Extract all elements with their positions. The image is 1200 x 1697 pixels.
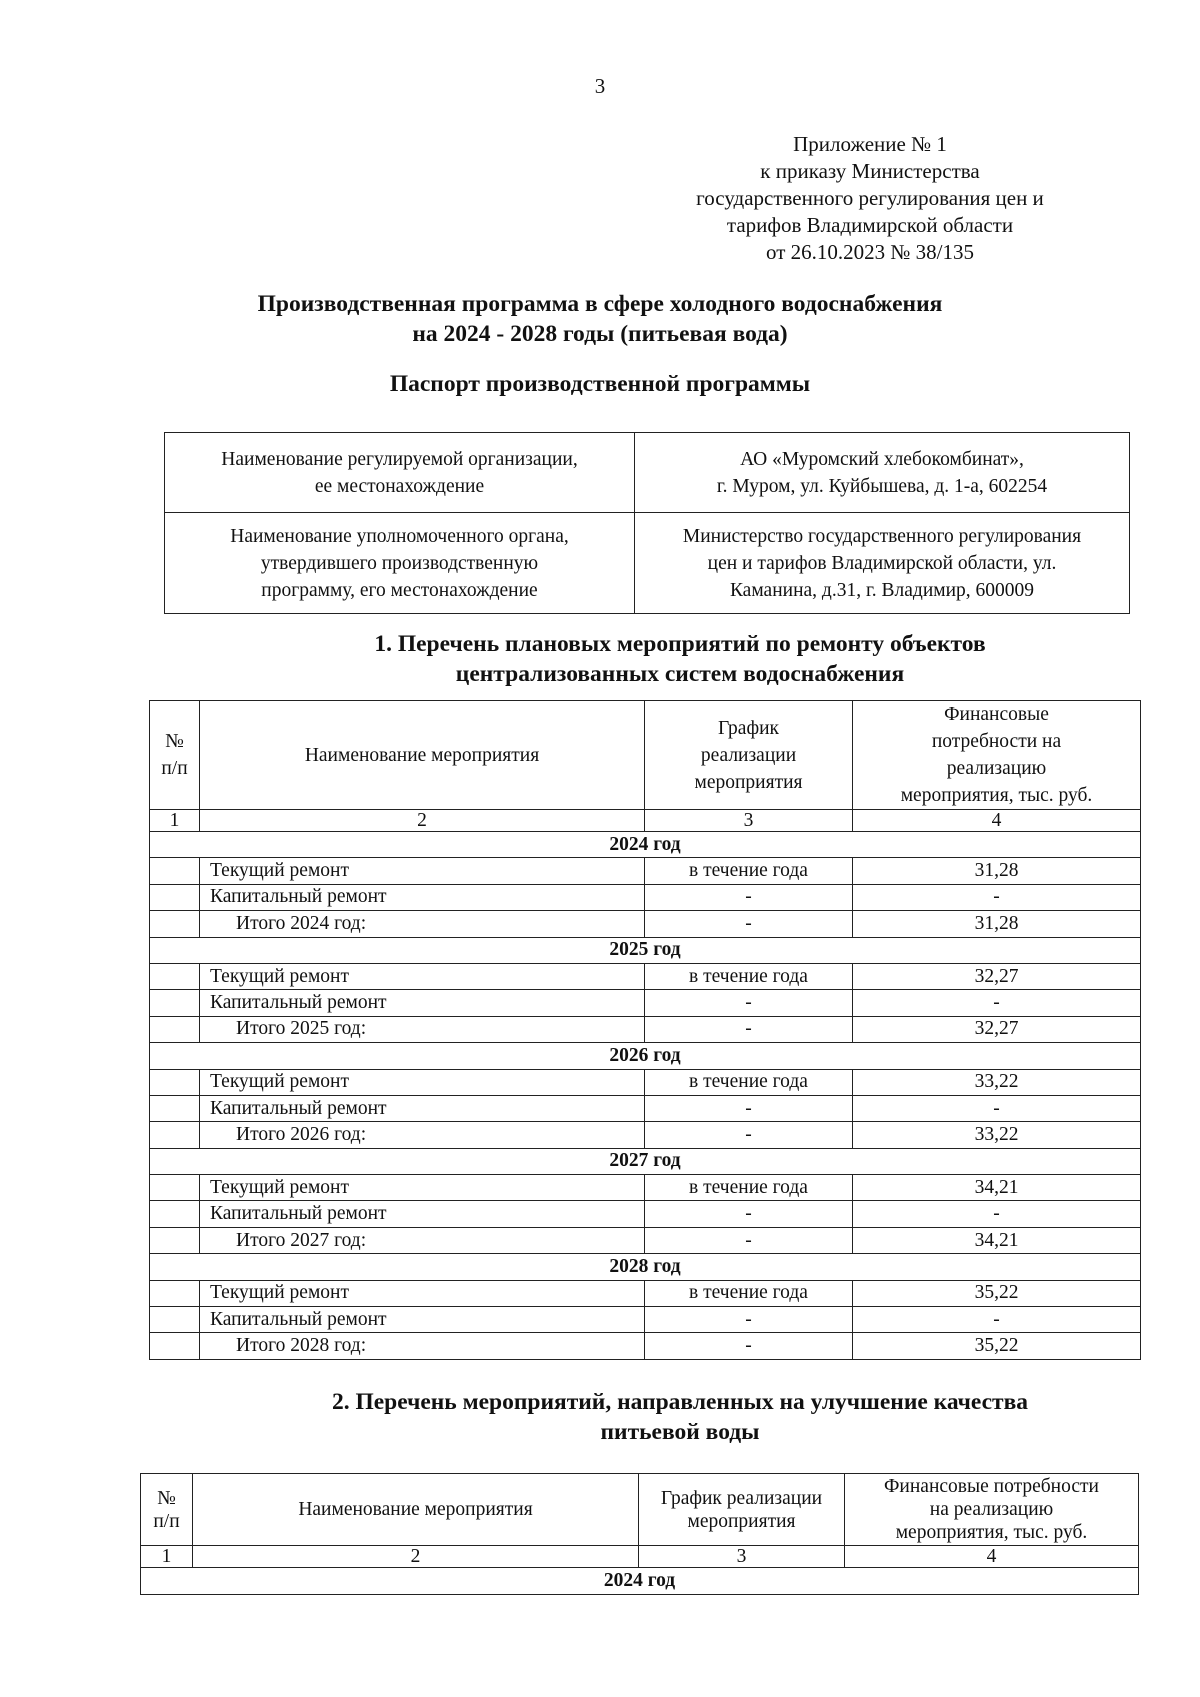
cell-value: 33,22	[853, 1069, 1141, 1095]
cell-schedule: в течение года	[645, 963, 853, 989]
column-number: 2	[193, 1546, 639, 1568]
cell-name: Текущий ремонт	[200, 1175, 645, 1201]
header-schedule	[639, 1474, 845, 1546]
cell-name: Итого 2025 год:	[200, 1016, 645, 1042]
header-num-line: п/п	[161, 758, 188, 779]
section2-heading	[80, 1387, 1200, 1447]
column-number: 3	[645, 810, 853, 832]
table-row	[150, 1122, 1141, 1148]
header-schedule-line: мероприятия	[687, 1510, 796, 1532]
cell-schedule: в течение года	[645, 858, 853, 884]
year-row	[141, 1568, 1139, 1595]
header-num	[150, 701, 200, 810]
passport-value-line: г. Муром, ул. Куйбышева, д. 1-а, 602254	[716, 475, 1048, 497]
passport-label-line: Наименование регулируемой организации,	[221, 448, 578, 470]
cell-schedule: в течение года	[645, 1280, 853, 1306]
cell-schedule: -	[645, 1333, 853, 1359]
section2-heading-line: 2. Перечень мероприятий, направленных на улучшение качества	[331, 1389, 1029, 1415]
table-row	[150, 1227, 1141, 1253]
passport-label	[165, 433, 635, 513]
appendix-line: тарифов Владимирской области	[726, 213, 1014, 237]
cell-value: 35,22	[853, 1280, 1141, 1306]
year-row	[150, 1148, 1141, 1174]
table-row	[150, 1307, 1141, 1333]
cell-value: -	[853, 884, 1141, 910]
cell-num	[150, 1069, 200, 1095]
table-row	[150, 1069, 1141, 1095]
cell-name: Итого 2026 год:	[200, 1122, 645, 1148]
cell-num	[150, 963, 200, 989]
header-finance-line: Финансовые	[944, 704, 1049, 725]
header-schedule	[645, 701, 853, 810]
cell-name: Капитальный ремонт	[200, 1095, 645, 1121]
header-num-line: №	[165, 731, 184, 752]
cell-value: 31,28	[853, 911, 1141, 937]
cell-value: 32,27	[853, 963, 1141, 989]
table-row	[150, 1333, 1141, 1359]
cell-schedule: -	[645, 884, 853, 910]
year-row	[150, 1254, 1141, 1280]
appendix-note	[660, 131, 1080, 266]
table-row	[150, 1175, 1141, 1201]
header-schedule-line: График	[718, 717, 779, 739]
header-name: Наименование мероприятия	[193, 1474, 639, 1546]
cell-name: Текущий ремонт	[200, 1069, 645, 1095]
passport-value-line: цен и тарифов Владимирской области, ул.	[707, 552, 1057, 574]
passport-label-line: ее местонахождение	[314, 475, 485, 497]
passport-heading-text: Паспорт производственной программы	[389, 371, 811, 397]
passport-value	[635, 433, 1130, 513]
passport-label	[165, 513, 635, 614]
header-schedule-line: мероприятия	[694, 771, 803, 793]
year-label: 2026 год	[150, 1043, 1141, 1069]
column-number-row	[150, 810, 1141, 832]
cell-schedule: -	[645, 911, 853, 937]
passport-heading	[0, 369, 1200, 399]
cell-num	[150, 1280, 200, 1306]
section1-heading-line: централизованных систем водоснабжения	[455, 661, 905, 687]
cell-name: Текущий ремонт	[200, 963, 645, 989]
appendix-line: Приложение № 1	[793, 132, 947, 156]
year-label: 2025 год	[150, 937, 1141, 963]
table-row	[150, 911, 1141, 937]
table-header-row	[141, 1474, 1139, 1546]
table-row	[150, 990, 1141, 1016]
column-number: 1	[150, 810, 200, 832]
cell-value: 35,22	[853, 1333, 1141, 1359]
cell-value: 34,21	[853, 1227, 1141, 1253]
column-number: 3	[639, 1546, 845, 1568]
passport-row	[165, 513, 1130, 614]
section1-heading-line: 1. Перечень плановых мероприятий по ремонту объектов	[374, 631, 986, 657]
cell-name: Итого 2024 год:	[200, 911, 645, 937]
page-number: 3	[594, 74, 606, 98]
cell-name: Капитальный ремонт	[200, 1201, 645, 1227]
cell-value: 31,28	[853, 858, 1141, 884]
cell-num	[150, 1095, 200, 1121]
cell-schedule: -	[645, 1201, 853, 1227]
cell-schedule: в течение года	[645, 1069, 853, 1095]
passport-table	[164, 432, 1130, 614]
passport-value-line: АО «Муромский хлебокомбинат»,	[740, 448, 1024, 470]
header-schedule-line: График реализации	[660, 1487, 823, 1509]
year-row	[150, 937, 1141, 963]
header-num-line: №	[157, 1487, 176, 1509]
appendix-line: к приказу Министерства	[760, 159, 980, 183]
header-finance-line: реализацию	[946, 758, 1047, 779]
cell-num	[150, 911, 200, 937]
header-finance-line: на реализацию	[929, 1499, 1054, 1520]
cell-num	[150, 1307, 200, 1333]
cell-value: -	[853, 1095, 1141, 1121]
cell-value: -	[853, 1201, 1141, 1227]
cell-num	[150, 858, 200, 884]
cell-value: 32,27	[853, 1016, 1141, 1042]
cell-num	[150, 990, 200, 1016]
cell-value: -	[853, 1307, 1141, 1333]
cell-num	[150, 1201, 200, 1227]
cell-name: Текущий ремонт	[200, 858, 645, 884]
header-num-line: п/п	[153, 1510, 180, 1532]
header-finance	[845, 1474, 1139, 1546]
document-title-line: Производственная программа в сфере холодного водоснабжения	[257, 291, 943, 317]
appendix-line: государственного регулирования цен и	[696, 186, 1044, 210]
cell-num	[150, 884, 200, 910]
cell-schedule: -	[645, 1016, 853, 1042]
document-title-line: на 2024 - 2028 годы (питьевая вода)	[412, 321, 788, 347]
cell-value: 33,22	[853, 1122, 1141, 1148]
year-label: 2027 год	[150, 1148, 1141, 1174]
passport-label-line: программу, его местонахождение	[261, 579, 538, 601]
cell-num	[150, 1227, 200, 1253]
cell-schedule: в течение года	[645, 1175, 853, 1201]
column-number: 4	[845, 1546, 1139, 1568]
water-quality-table	[140, 1473, 1139, 1595]
header-finance-line: потребности на	[931, 731, 1062, 752]
passport-value-line: Министерство государственного регулирования	[682, 525, 1082, 547]
cell-name: Текущий ремонт	[200, 1280, 645, 1306]
table-row	[150, 858, 1141, 884]
repair-events-table	[149, 700, 1141, 1360]
year-label: 2028 год	[150, 1254, 1141, 1280]
cell-name: Итого 2027 год:	[200, 1227, 645, 1253]
cell-schedule: -	[645, 1122, 853, 1148]
table-row	[150, 963, 1141, 989]
header-finance-line: мероприятия, тыс. руб.	[900, 785, 1093, 806]
column-number: 4	[853, 810, 1141, 832]
cell-schedule: -	[645, 1227, 853, 1253]
passport-row	[165, 433, 1130, 513]
column-number: 1	[141, 1546, 193, 1568]
header-finance	[853, 701, 1141, 810]
passport-value	[635, 513, 1130, 614]
table-row	[150, 1095, 1141, 1121]
year-label: 2024 год	[150, 832, 1141, 858]
header-finance-line: мероприятия, тыс. руб.	[895, 1522, 1088, 1543]
year-label: 2024 год	[141, 1568, 1139, 1595]
cell-num	[150, 1016, 200, 1042]
passport-value-line: Каманина, д.31, г. Владимир, 600009	[729, 579, 1035, 601]
cell-num	[150, 1175, 200, 1201]
header-finance-line: Финансовые потребности	[884, 1476, 1099, 1497]
appendix-line: от 26.10.2023 № 38/135	[765, 240, 975, 264]
passport-label-line: утвердившего производственную	[260, 552, 539, 574]
cell-value: 34,21	[853, 1175, 1141, 1201]
cell-schedule: -	[645, 990, 853, 1016]
cell-schedule: -	[645, 1307, 853, 1333]
table-row	[150, 1280, 1141, 1306]
cell-name: Капитальный ремонт	[200, 990, 645, 1016]
table-row	[150, 1016, 1141, 1042]
header-schedule-line: реализации	[700, 744, 797, 766]
year-row	[150, 832, 1141, 858]
column-number-row	[141, 1546, 1139, 1568]
document-title	[0, 289, 1200, 349]
cell-name: Капитальный ремонт	[200, 1307, 645, 1333]
table-row	[150, 1201, 1141, 1227]
year-row	[150, 1043, 1141, 1069]
cell-name: Капитальный ремонт	[200, 884, 645, 910]
cell-num	[150, 1333, 200, 1359]
header-num	[141, 1474, 193, 1546]
section2-heading-line: питьевой воды	[600, 1419, 760, 1445]
passport-label-line: Наименование уполномоченного органа,	[230, 525, 569, 547]
cell-value: -	[853, 990, 1141, 1016]
header-name: Наименование мероприятия	[200, 701, 645, 810]
table-header-row	[150, 701, 1141, 810]
cell-name: Итого 2028 год:	[200, 1333, 645, 1359]
column-number: 2	[200, 810, 645, 832]
cell-schedule: -	[645, 1095, 853, 1121]
section1-heading	[80, 629, 1200, 689]
cell-num	[150, 1122, 200, 1148]
table-row	[150, 884, 1141, 910]
